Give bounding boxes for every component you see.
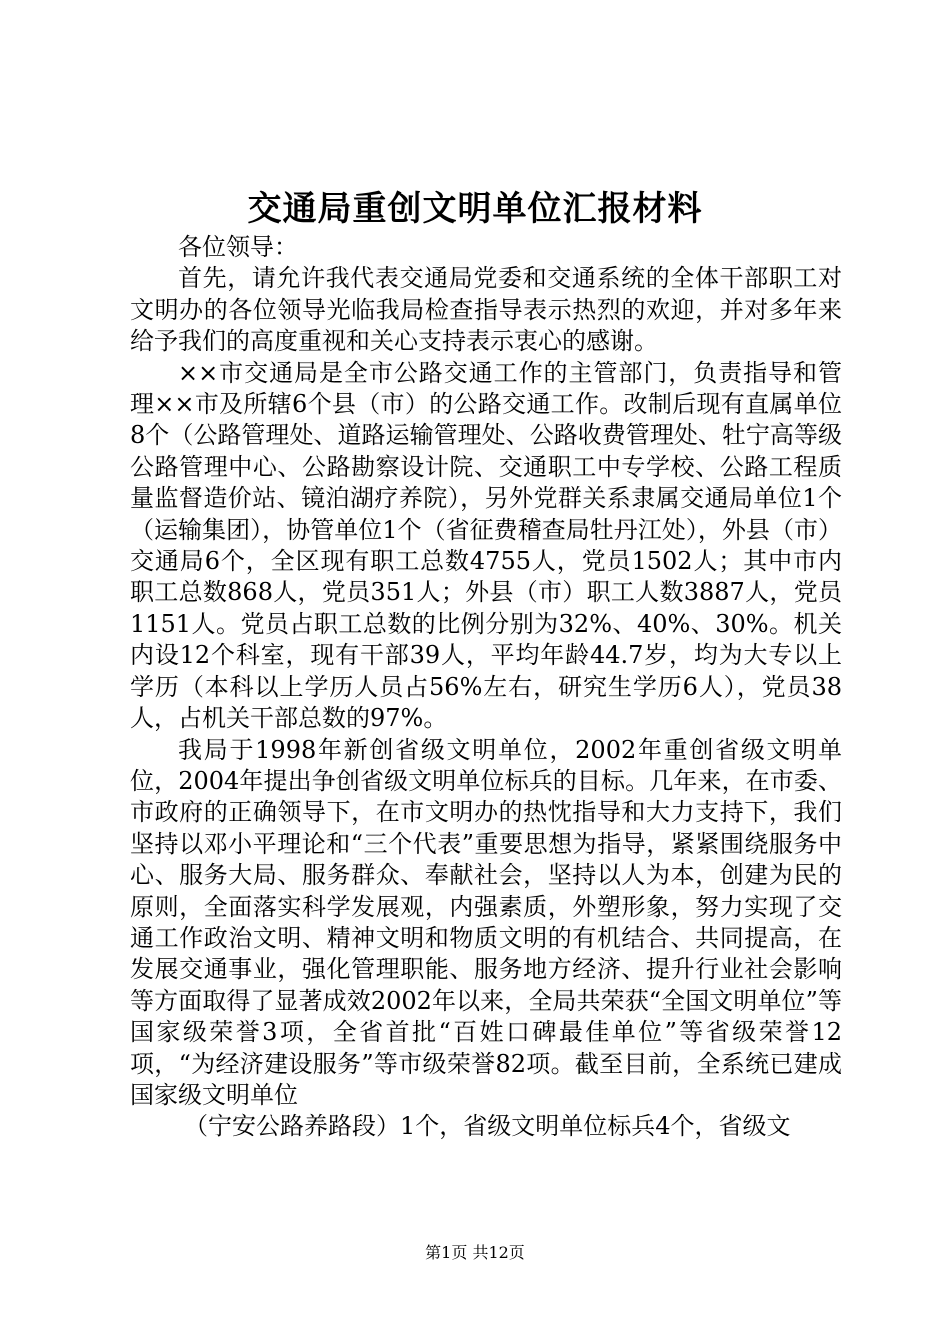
paragraph-overview: ××市交通局是全市公路交通工作的主管部门，负责指导和管理××市及所辖6个县（市）的公路交通工作。改制后现有直属单位8个（公路管理处、道路运输管理处、公路收费管理处、牡宁高等级公路管理中心、公路勘察设计院、交通职工中专学校、公路工程质量监督造价站、镜泊湖疗养院），另外党群关系隶属交通局单位1个（运输集团），协管单位1个（省征费稽查局牡丹江处），外县（市）交通局6个，全区现有职工总数4755人，党员1502人；其中市内职工总数868人，党员351人；外县（市）职工人数3887人，党员1151人。党员占职工总数的比例分别为32%、40%、30%。机关内设12个科室，现有干部39人，平均年龄44.7岁，均为大专以上学历（本科以上学历人员占56%左右，研究生学历6人），党员38人，占机关干部总数的97%。: [130, 358, 842, 733]
paragraph-intro: 首先，请允许我代表交通局党委和交通系统的全体干部职工对文明办的各位领导光临我局检查指导表示热烈的欢迎，并对多年来给予我们的高度重视和关心支持表示衷心的感谢。: [130, 264, 842, 356]
page-footer: 第1页 共12页: [425, 1243, 525, 1262]
paragraph-continuation: （宁安公路养路段）1个，省级文明单位标兵4个，省级文: [184, 1112, 791, 1141]
paragraph-achievements: 我局于1998年新创省级文明单位，2002年重创省级文明单位，2004年提出争创省级文明单位标兵的目标。几年来，在市委、市政府的正确领导下，在市文明办的热忱指导和大力支持下，我们坚持以邓小平理论和“三个代表”重要思想为指导，紧紧围绕服务中心、服务大局、服务群众、奉献社会，坚持以人为本，创建为民的原则，全面落实科学发展观，内强素质，外塑形象，努力实现了交通工作政治文明、精神文明和物质文明的有机结合、共同提高，在发展交通事业，强化管理职能、服务地方经济、提升行业社会影响等方面取得了显著成效2002年以来，全局共荣获“全国文明单位”等国家级荣誉3项，全省首批“百姓口碑最佳单位”等省级荣誉12项，“为经济建设服务”等市级荣誉82项。截至目前，全系统已建成国家级文明单位: [130, 735, 842, 1109]
document-title: 交通局重创文明单位汇报材料: [247, 189, 703, 229]
salutation: 各位领导：: [178, 233, 298, 261]
document-body: [130, 232, 842, 1143]
